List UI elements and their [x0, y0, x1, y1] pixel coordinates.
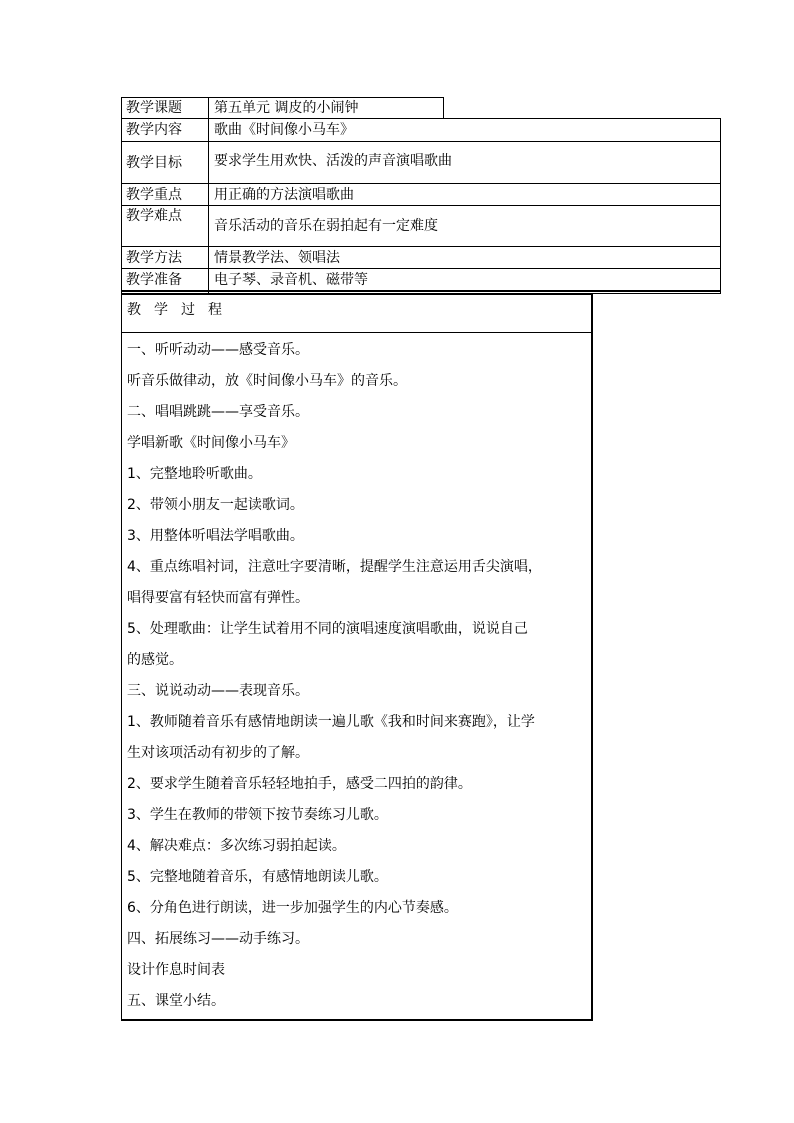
value-difficulty: 音乐活动的音乐在弱拍起有一定难度	[214, 218, 438, 234]
label-goal: 教学目标	[126, 155, 182, 171]
label-key-point: 教学重点	[126, 187, 182, 203]
process-line: 5、完整地随着音乐，有感情地朗读儿歌。	[127, 869, 388, 885]
process-content	[127, 340, 589, 1022]
process-line: 2、带领小朋友一起读歌词。	[127, 497, 304, 513]
process-line: 5、处理歌曲：让学生试着用不同的演唱速度演唱歌曲，说说自己	[127, 621, 528, 637]
process-line: 学唱新歌《时间像小马车》	[127, 435, 295, 451]
process-line: 4、重点练唱衬词，注意吐字要清晰，提醒学生注意运用舌尖演唱，	[127, 559, 542, 575]
value-method: 情景教学法、领唱法	[214, 250, 340, 266]
process-line: 听音乐做律动，放《时间像小马车》的音乐。	[127, 373, 407, 389]
value-key-point: 用正确的方法演唱歌曲	[214, 187, 354, 203]
label-method: 教学方法	[126, 250, 182, 266]
process-line: 6、分角色进行朗读，进一步加强学生的内心节奏感。	[127, 900, 458, 916]
process-line: 3、学生在教师的带领下按节奏练习儿歌。	[127, 807, 388, 823]
process-line: 2、要求学生随着音乐轻轻地拍手，感受二四拍的韵律。	[127, 776, 472, 792]
process-line: 4、解决难点：多次练习弱拍起读。	[127, 838, 346, 854]
value-goal: 要求学生用欢快、活泼的声音演唱歌曲	[214, 153, 452, 169]
label-topic: 教学课题	[126, 100, 182, 116]
label-difficulty: 教学难点	[126, 208, 182, 224]
process-line: 唱得要富有轻快而富有弹性。	[127, 590, 309, 606]
value-preparation: 电子琴、录音机、磁带等	[214, 272, 368, 288]
process-line: 1、完整地聆听歌曲。	[127, 466, 262, 482]
process-line: 的感觉。	[127, 652, 183, 668]
process-line: 三、说说动动——表现音乐。	[127, 683, 309, 699]
label-content: 教学内容	[126, 122, 182, 138]
label-preparation: 教学准备	[126, 272, 182, 288]
process-title: 教学过程	[127, 302, 235, 318]
process-line: 生对该项活动有初步的了解。	[127, 745, 309, 761]
process-line: 二、唱唱跳跳——享受音乐。	[127, 404, 309, 420]
process-line: 五、课堂小结。	[127, 993, 225, 1009]
process-line: 四、拓展练习——动手练习。	[127, 931, 309, 947]
process-line: 3、用整体听唱法学唱歌曲。	[127, 528, 304, 544]
process-line: 1、教师随着音乐有感情地朗读一遍儿歌《我和时间来赛跑》，让学	[127, 714, 535, 730]
value-topic: 第五单元 调皮的小闹钟	[214, 100, 359, 116]
value-content: 歌曲《时间像小马车》	[214, 122, 354, 138]
process-line: 设计作息时间表	[127, 962, 225, 978]
process-line: 一、听听动动——感受音乐。	[127, 342, 309, 358]
